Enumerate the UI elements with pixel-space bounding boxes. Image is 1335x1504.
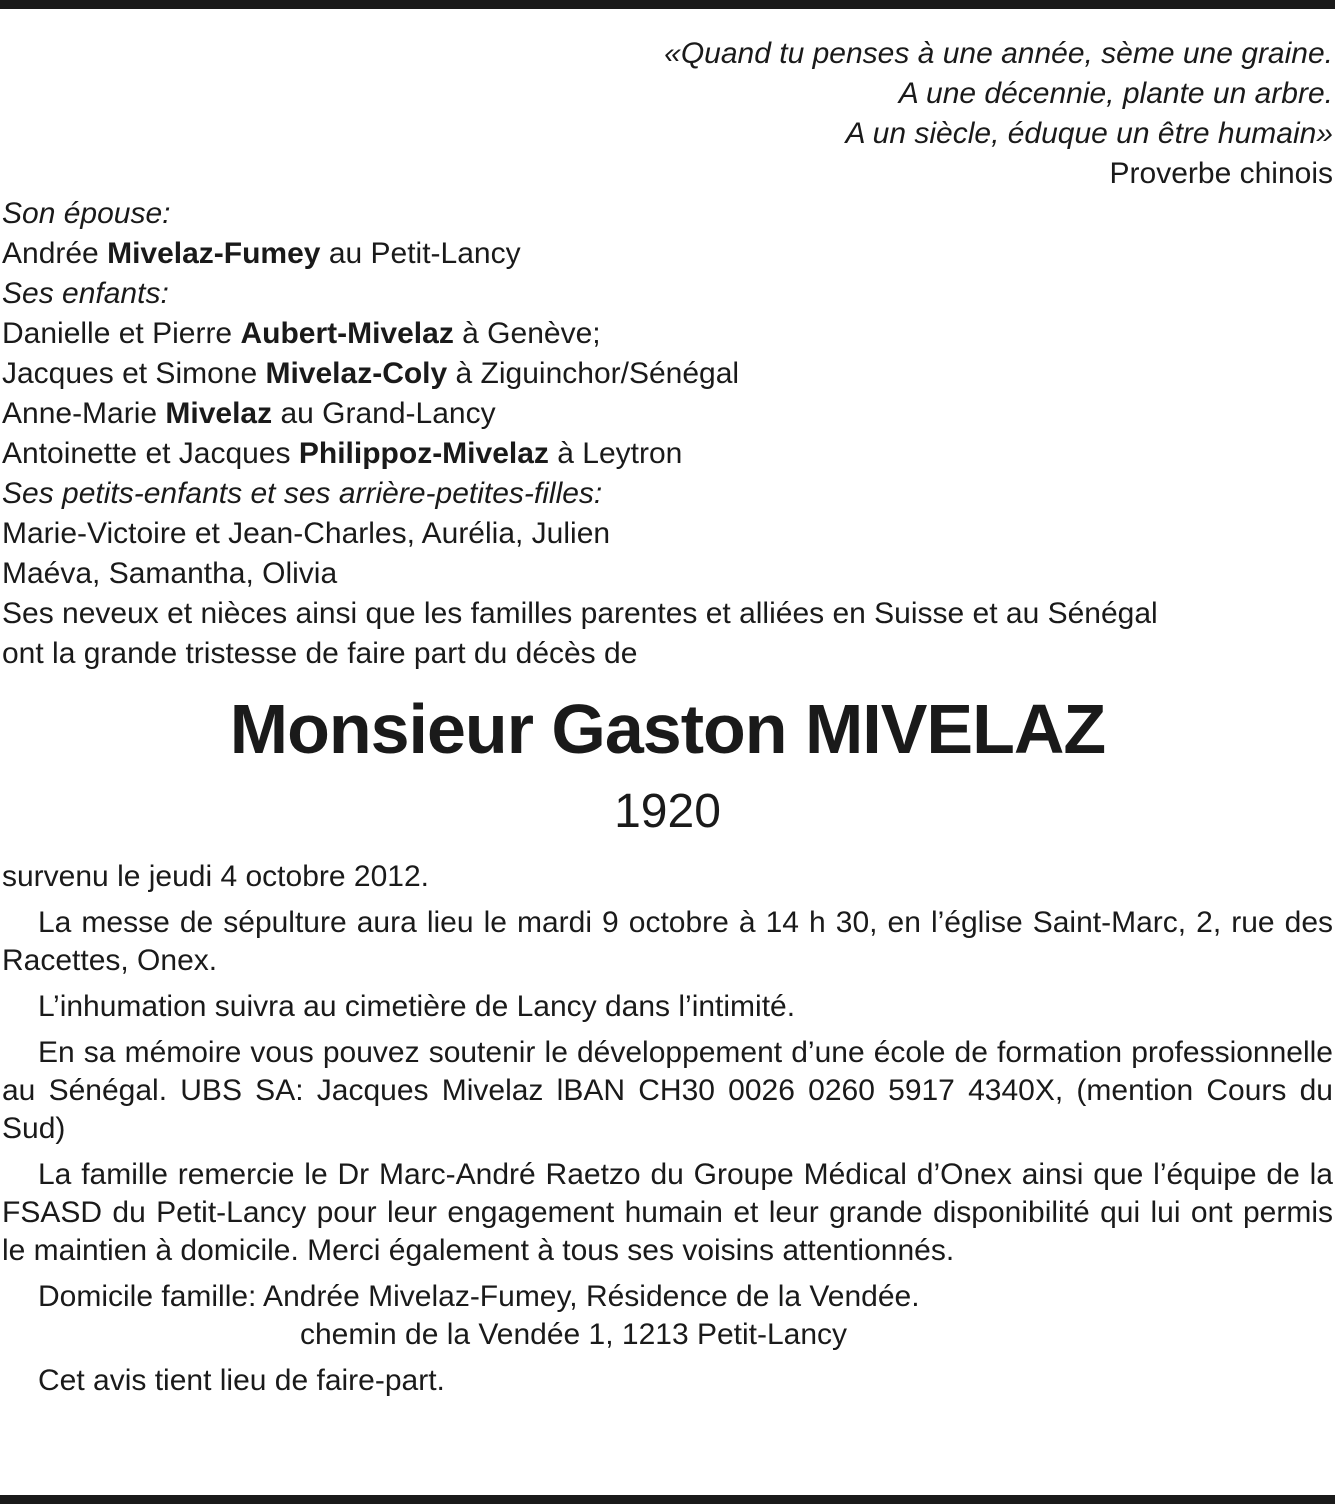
child-place: à Ziguinchor/Sénégal (447, 357, 740, 390)
quote-line-2: A une décennie, plante un arbre. (898, 77, 1333, 110)
child-surname: Philippoz-Mivelaz (298, 437, 549, 470)
announcement-line: ont la grande tristesse de faire part du décès de (2, 637, 638, 670)
obituary-notice (2, 34, 1333, 1400)
spouse-heading: Son épouse: (2, 197, 171, 230)
spouse-surname: Mivelaz-Fumey (107, 237, 321, 270)
top-rule (0, 0, 1335, 9)
child-place: au Grand-Lancy (272, 397, 496, 430)
child-line (2, 354, 1333, 394)
child-line (2, 314, 1333, 354)
spouse-place: au Petit-Lancy (320, 237, 521, 270)
grandchildren-line-2: Maéva, Samantha, Olivia (2, 557, 338, 590)
grandchildren-line-1: Marie-Victoire et Jean-Charles, Aurélia, Julien (2, 517, 611, 550)
child-line (2, 394, 1333, 434)
grandchildren-heading: Ses petits-enfants et ses arrière-petites-filles: (2, 477, 603, 510)
quote-attribution: Proverbe chinois (1109, 157, 1333, 190)
quote-line-1: «Quand tu penses à une année, sème une graine. (664, 37, 1333, 70)
child-first: Anne-Marie (2, 397, 166, 430)
deceased-name: Monsieur Gaston MIVELAZ (229, 690, 1106, 768)
child-line (2, 434, 1333, 474)
funeral-mass: La messe de sépulture aura lieu le mardi 9 octobre à 14 h 30, en l’église Saint-Marc, 2, rue des Racettes, Onex. (2, 906, 1333, 977)
deceased-year: 1920 (614, 785, 721, 838)
child-first: Antoinette et Jacques (2, 437, 299, 470)
child-surname: Aubert-Mivelaz (240, 317, 454, 350)
family-domicile: Domicile famille: Andrée Mivelaz-Fumey, Résidence de la Vendée. (38, 1280, 920, 1313)
closing-note: Cet avis tient lieu de faire-part. (38, 1364, 445, 1397)
spouse-first: Andrée (2, 237, 108, 270)
child-surname: Mivelaz-Coly (265, 357, 448, 390)
relatives-line: Ses neveux et nièces ainsi que les familles parentes et alliées en Suisse et au Sénégal (2, 597, 1158, 630)
bottom-rule (0, 1495, 1335, 1504)
children-heading: Ses enfants: (2, 277, 169, 310)
thanks-paragraph: La famille remercie le Dr Marc-André Raetzo du Groupe Médical d’Onex ainsi que l’équipe de la FSASD du Petit-Lancy pour leur engagement humain et leur grande disponibilité qui lui ont permis le maintien à domicile. Merci également à tous ses voisins attentionnés. (2, 1158, 1333, 1267)
donation-info: En sa mémoire vous pouvez soutenir le développement d’une école de formation professionnelle au Sénégal. UBS SA: Jacques Mivelaz lBAN CH30 0026 0260 5917 4340X, (mention Cours du Sud) (2, 1036, 1333, 1145)
child-place: à Genève; (453, 317, 601, 350)
quote-line-3: A un siècle, éduque un être humain» (845, 117, 1333, 150)
death-date: survenu le jeudi 4 octobre 2012. (2, 860, 429, 893)
child-surname: Mivelaz (165, 397, 273, 430)
child-first: Jacques et Simone (2, 357, 266, 390)
burial-info: L’inhumation suivra au cimetière de Lancy dans l’intimité. (38, 990, 796, 1023)
spouse-line (2, 234, 1333, 274)
child-place: à Leytron (548, 437, 683, 470)
family-address: chemin de la Vendée 1, 1213 Petit-Lancy (300, 1318, 848, 1351)
child-first: Danielle et Pierre (2, 317, 241, 350)
